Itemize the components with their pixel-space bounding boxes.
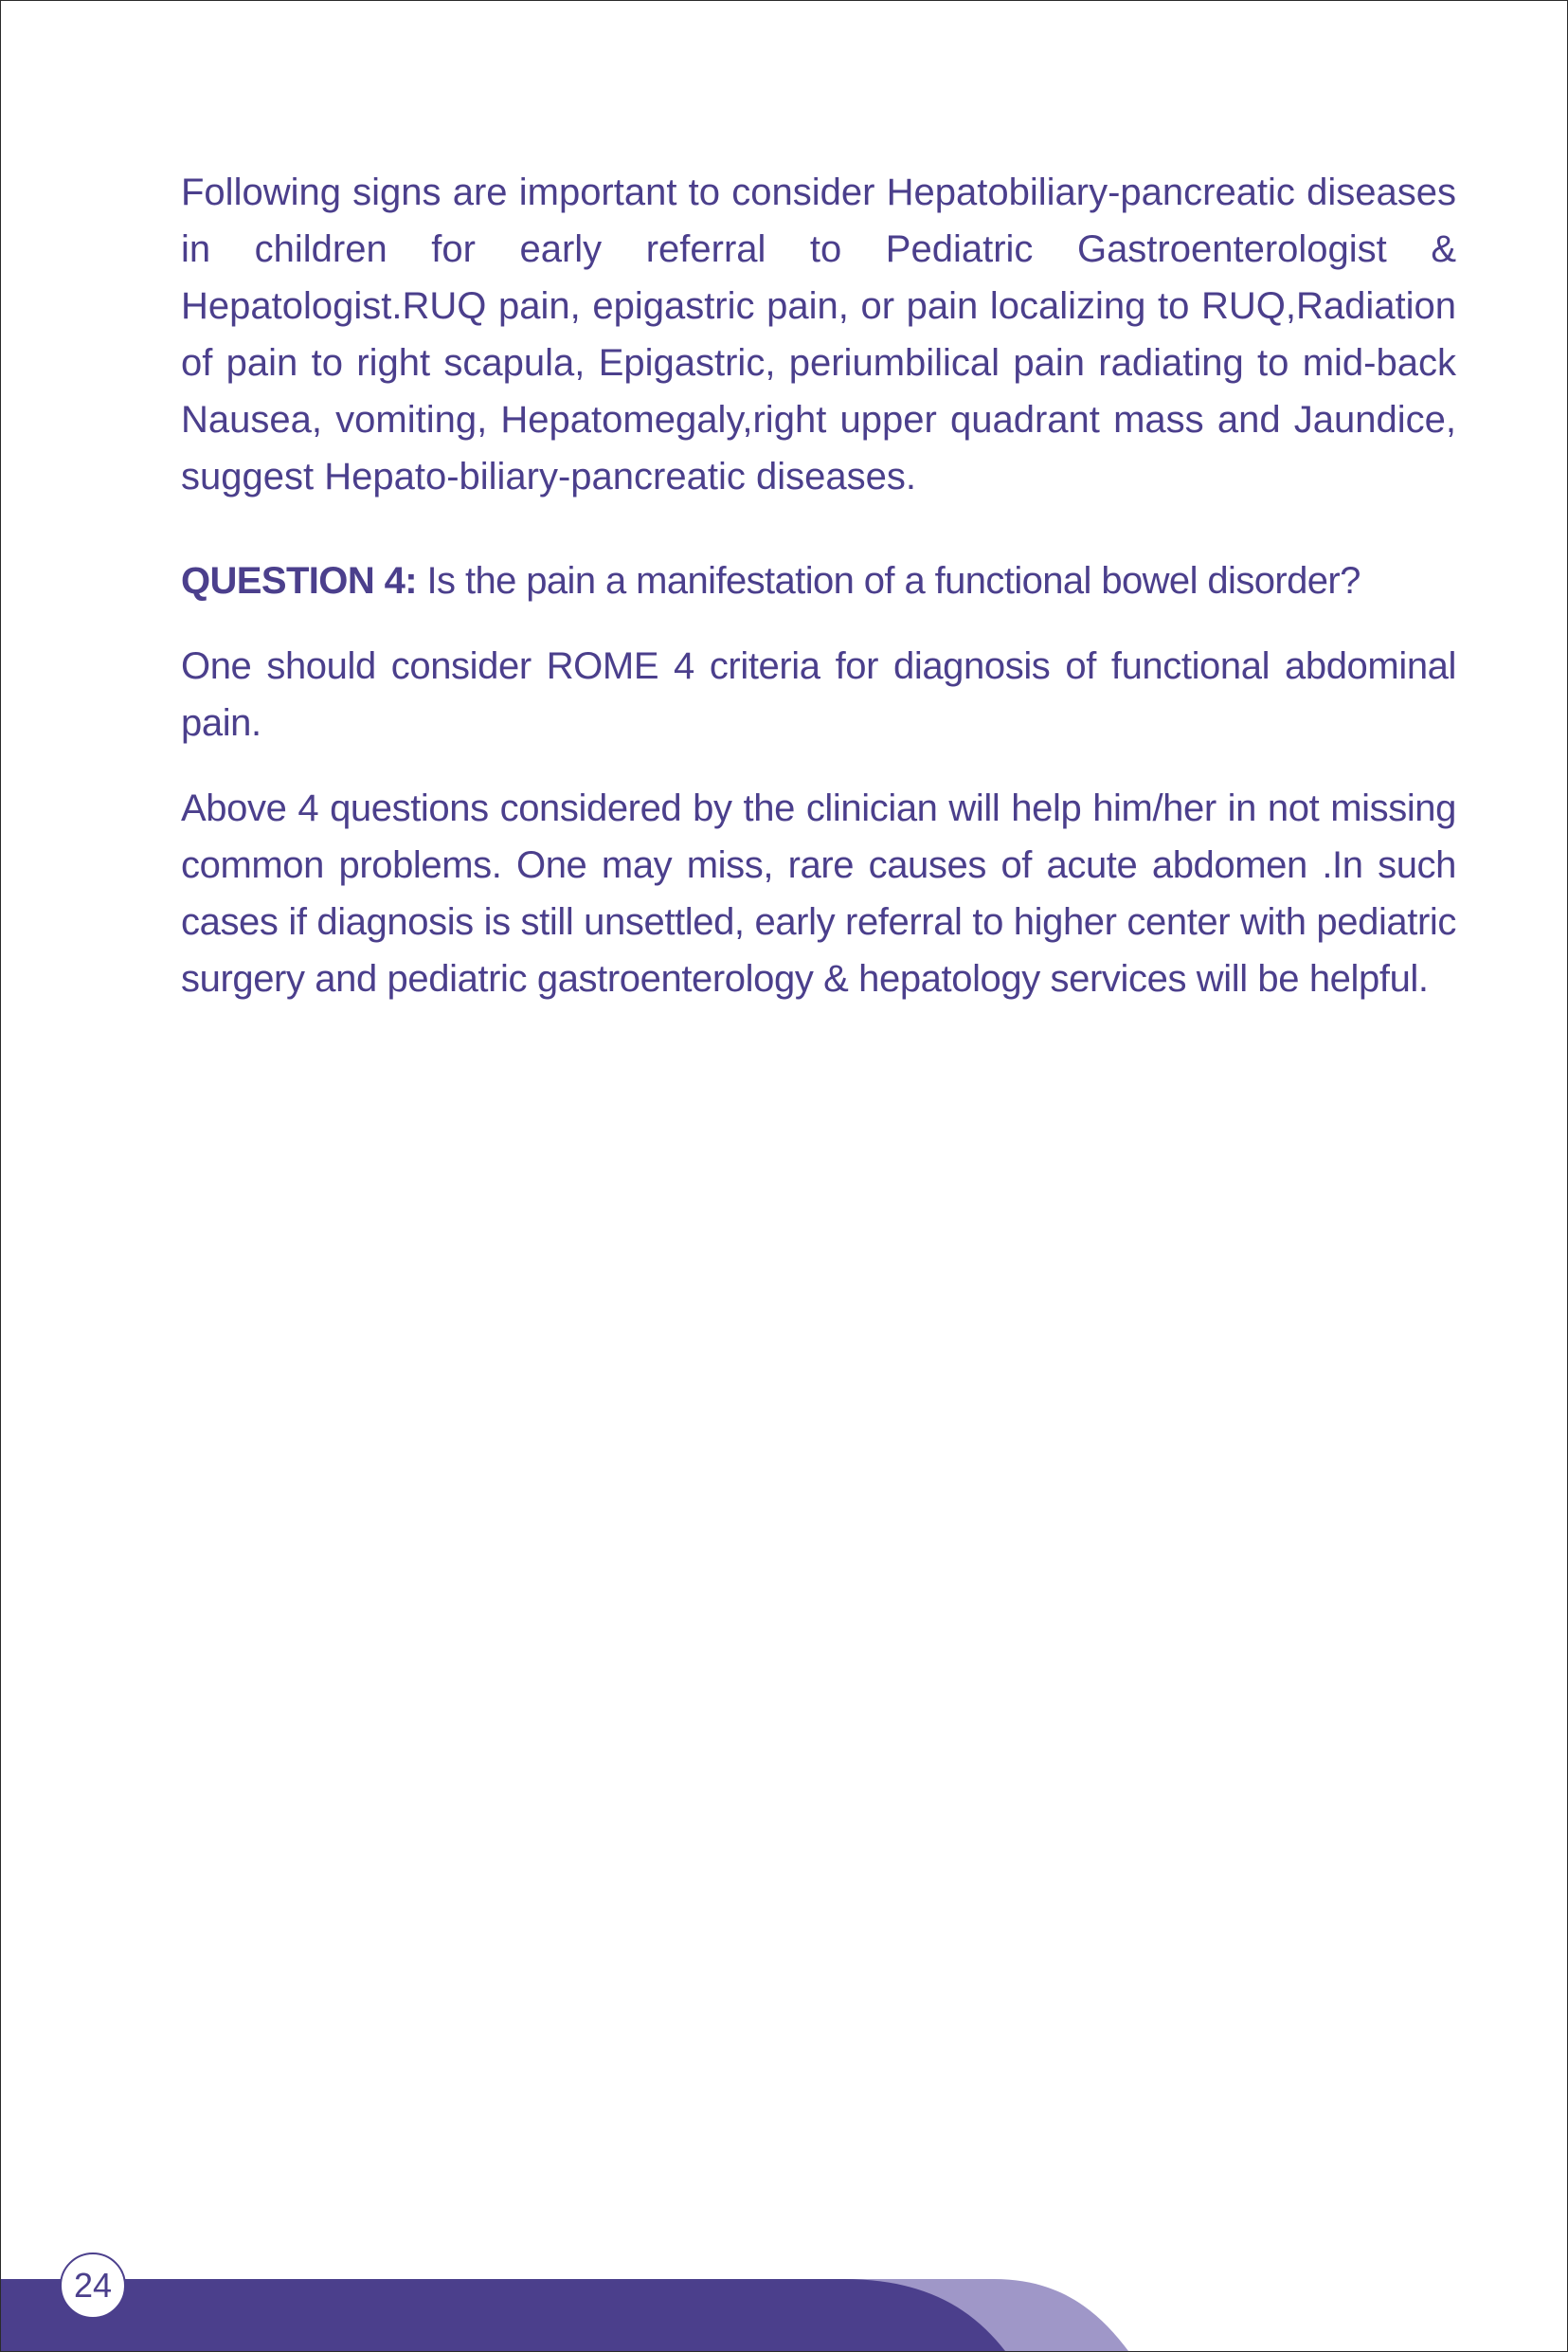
question-label: QUESTION 4: (181, 560, 417, 602)
footer-band-dark (1, 2279, 1005, 2351)
footer-band (1, 2256, 1567, 2351)
page-body (181, 164, 1456, 1036)
question-4 (181, 552, 1456, 609)
page-number: 24 (60, 2252, 126, 2319)
paragraph-hepatobiliary-signs: Following signs are important to consider Hepatobiliary-pancreatic diseases in children for early referral to Pediatric Gastroenterologist & Hepatologist.RUQ pain, epigastric pain, or pain localizing to RUQ,Radiation of pain to right scapula, Epigastric, periumbilical pain radiating to mid-back Nausea, vomiting, Hepatomegaly,right upper quadrant mass and Jaundice, suggest Hepato-biliary-pancreatic diseases. (181, 172, 1456, 498)
question-text: Is the pain a manifestation of a functional bowel disorder? (417, 560, 1361, 602)
paragraph-rome-criteria: One should consider ROME 4 criteria for diagnosis of functional abdominal pain. (181, 645, 1456, 744)
paragraph-referral-advice: Above 4 questions considered by the clinician will help him/her in not missing common problems. One may miss, rare causes of acute abdomen .In such cases if diagnosis is still unsettled, early referral to higher center with pediatric surgery and pediatric gastroenterology & hepatology services will be helpful. (181, 787, 1456, 1000)
